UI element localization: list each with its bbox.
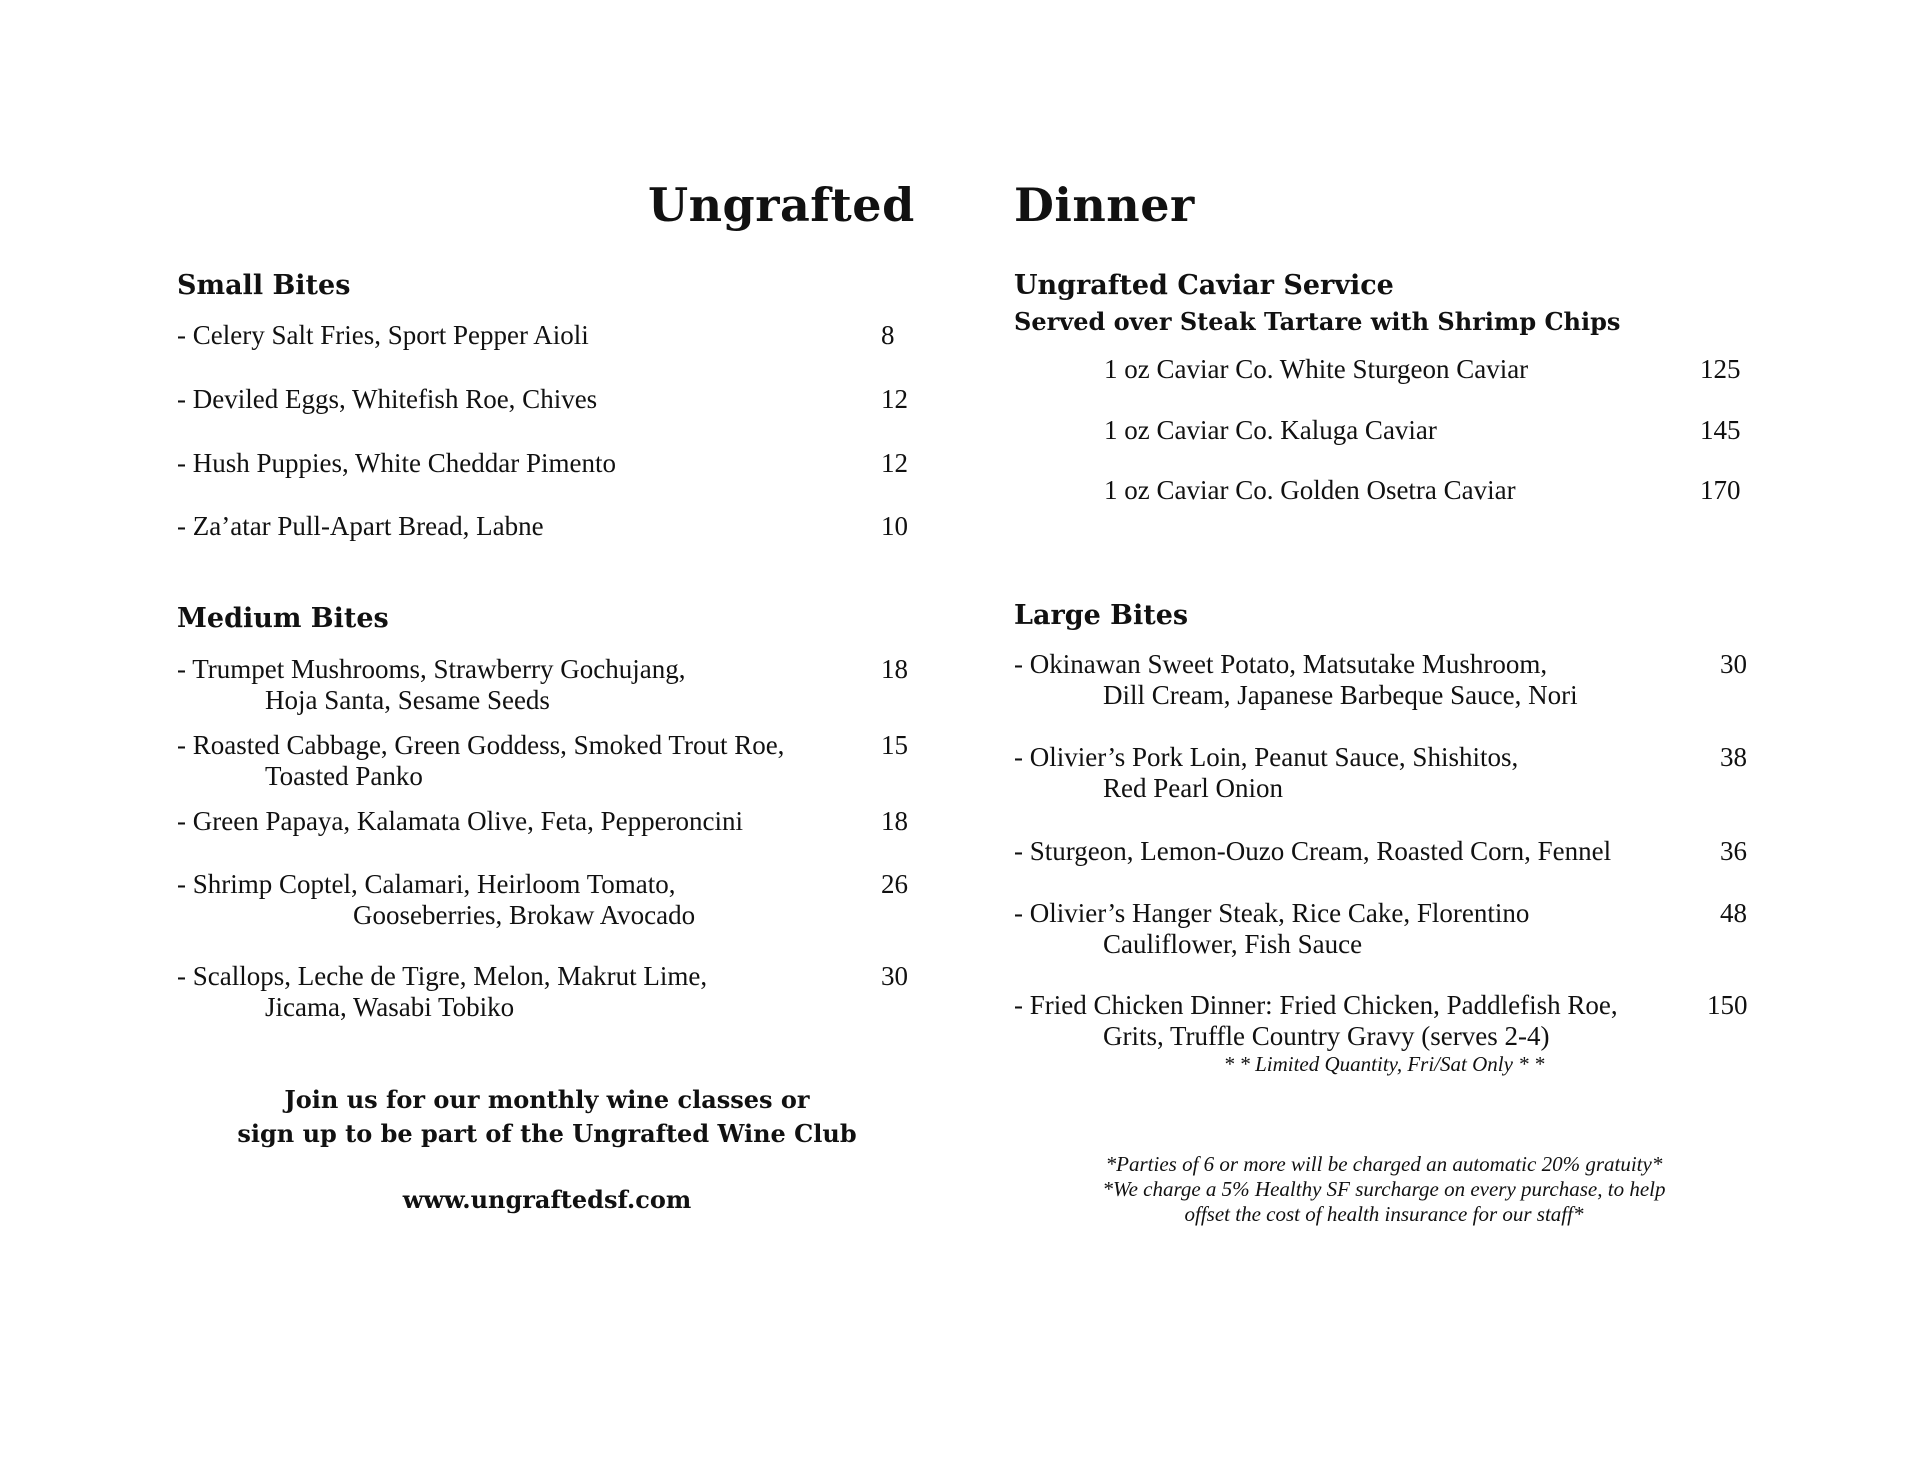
menu-item-trumpet-mushrooms: - Trumpet Mushrooms, Strawberry Gochujang,	[177, 654, 686, 684]
menu-item-price: 125	[1700, 354, 1741, 384]
menu-item-celery-salt-fries: - Celery Salt Fries, Sport Pepper Aioli	[177, 320, 589, 350]
footer-note-line: *We charge a 5% Healthy SF surcharge on every purchase, to help	[1102, 1177, 1666, 1201]
limited-quantity-note: * * Limited Quantity, Fri/Sat Only * *	[1223, 1052, 1545, 1076]
website-link[interactable]: www.ungraftedsf.com	[402, 1185, 692, 1214]
wine-club-promo	[177, 1083, 917, 1151]
menu-item-roasted-cabbage: - Roasted Cabbage, Green Goddess, Smoked Trout Roe,	[177, 730, 785, 760]
menu-item-shrimp-coptel-line2: Gooseberries, Brokaw Avocado	[353, 900, 696, 930]
menu-item-hush-puppies: - Hush Puppies, White Cheddar Pimento	[177, 448, 616, 478]
menu-item-golden-osetra-caviar: 1 oz Caviar Co. Golden Osetra Caviar	[1104, 475, 1516, 505]
menu-item-green-papaya: - Green Papaya, Kalamata Olive, Feta, Pepperoncini	[177, 806, 744, 836]
menu-item-kaluga-caviar: 1 oz Caviar Co. Kaluga Caviar	[1104, 415, 1437, 445]
menu-item-pork-loin-line2: Red Pearl Onion	[1103, 773, 1283, 803]
menu-item-hanger-steak-line2: Cauliflower, Fish Sauce	[1103, 929, 1363, 959]
menu-item-price: 145	[1700, 415, 1741, 445]
menu-item-zaatar-bread: - Za’atar Pull-Apart Bread, Labne	[177, 511, 544, 541]
promo-line: sign up to be part of the Ungrafted Wine Club	[237, 1119, 857, 1148]
promo-line: Join us for our monthly wine classes or	[284, 1085, 810, 1114]
menu-item-price: 12	[881, 448, 908, 478]
footer-note-line: *Parties of 6 or more will be charged an automatic 20% gratuity*	[1105, 1152, 1663, 1176]
caviar-subheading: Served over Steak Tartare with Shrimp Chips	[1014, 307, 1621, 336]
menu-item-price: 170	[1700, 475, 1741, 505]
menu-title-dinner: Dinner	[1014, 178, 1195, 232]
menu-item-price: 30	[1720, 649, 1747, 679]
menu-item-roasted-cabbage-line2: Toasted Panko	[265, 761, 423, 791]
menu-item-price: 38	[1720, 742, 1747, 772]
menu-item-price: 8	[881, 320, 895, 350]
menu-item-okinawan-sweet-potato-line2: Dill Cream, Japanese Barbeque Sauce, Nori	[1103, 680, 1578, 710]
footer-note-line: offset the cost of health insurance for our staff*	[1184, 1202, 1584, 1226]
menu-item-scallops-line2: Jicama, Wasabi Tobiko	[265, 992, 515, 1022]
menu-item-price: 12	[881, 384, 908, 414]
menu-item-price: 26	[881, 869, 908, 899]
menu-item-fried-chicken-dinner: - Fried Chicken Dinner: Fried Chicken, Paddlefish Roe,	[1014, 990, 1618, 1020]
menu-item-hanger-steak: - Olivier’s Hanger Steak, Rice Cake, Florentino	[1014, 898, 1530, 928]
menu-item-okinawan-sweet-potato: - Okinawan Sweet Potato, Matsutake Mushroom,	[1014, 649, 1548, 679]
menu-item-price: 10	[881, 511, 908, 541]
menu-item-price: 18	[881, 654, 908, 684]
menu-item-price: 48	[1720, 898, 1747, 928]
menu-title-ungrafted: Ungrafted	[648, 178, 915, 232]
menu-item-fried-chicken-dinner-line2: Grits, Truffle Country Gravy (serves 2-4)	[1103, 1021, 1550, 1051]
menu-item-scallops: - Scallops, Leche de Tigre, Melon, Makrut Lime,	[177, 961, 708, 991]
small-bites-heading: Small Bites	[177, 270, 351, 301]
menu-item-price: 150	[1707, 990, 1748, 1020]
menu-item-price: 18	[881, 806, 908, 836]
menu-item-deviled-eggs: - Deviled Eggs, Whitefish Roe, Chives	[177, 384, 598, 414]
caviar-heading: Ungrafted Caviar Service	[1014, 270, 1394, 301]
medium-bites-heading: Medium Bites	[177, 603, 389, 634]
large-bites-heading: Large Bites	[1014, 600, 1189, 631]
menu-item-white-sturgeon-caviar: 1 oz Caviar Co. White Sturgeon Caviar	[1104, 354, 1529, 384]
menu-item-trumpet-mushrooms-line2: Hoja Santa, Sesame Seeds	[265, 685, 550, 715]
menu-item-sturgeon: - Sturgeon, Lemon-Ouzo Cream, Roasted Corn, Fennel	[1014, 836, 1612, 866]
menu-item-shrimp-coptel: - Shrimp Coptel, Calamari, Heirloom Tomato,	[177, 869, 676, 899]
menu-item-price: 15	[881, 730, 908, 760]
menu-item-price: 36	[1720, 836, 1747, 866]
menu-item-price: 30	[881, 961, 908, 991]
gratuity-surcharge-note	[1014, 1152, 1754, 1227]
menu-item-pork-loin: - Olivier’s Pork Loin, Peanut Sauce, Shishitos,	[1014, 742, 1519, 772]
